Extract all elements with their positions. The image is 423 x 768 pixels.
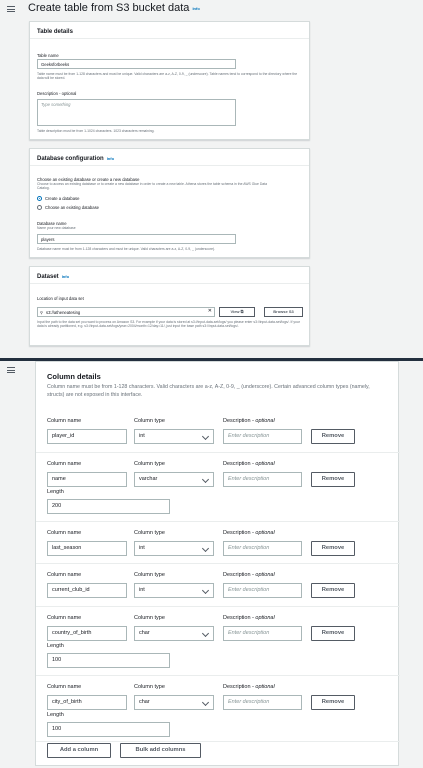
info-link[interactable]: Info <box>192 5 200 11</box>
table-details-card <box>29 21 310 140</box>
optional-text: - optional <box>252 530 275 536</box>
database-name-input[interactable]: players <box>37 234 236 244</box>
column-description-label <box>223 461 275 467</box>
column-type-label: Column type <box>134 530 165 536</box>
description-text: Description <box>223 418 251 424</box>
column-description-input[interactable]: Enter description <box>223 429 302 444</box>
column-description-label <box>223 530 275 536</box>
length-input[interactable]: 200 <box>47 499 170 514</box>
column-description-input[interactable]: Enter description <box>223 541 302 556</box>
remove-column-button[interactable]: Remove <box>311 472 355 487</box>
database-name-label: Database name <box>37 221 67 226</box>
column-name-label: Column name <box>47 572 82 578</box>
description-hint: Table description must be from 1-1024 characters. 1023 characters remaining. <box>37 129 155 133</box>
view-button[interactable]: View ⧉ <box>219 307 255 317</box>
length-label: Length <box>47 489 64 495</box>
column-details-description: Column name must be from 1-128 characters. Valid characters are a-z, A-Z, 0-9, _ (underscore). Certain advanced column types (namely, structs) are not exposed in this interface. <box>47 384 370 398</box>
column-type-select[interactable]: char <box>134 626 214 641</box>
optional-text: - optional <box>252 418 275 424</box>
column-name-label: Column name <box>47 418 82 424</box>
column-type-select[interactable]: varchar <box>134 472 214 487</box>
column-type-select[interactable]: int <box>134 583 214 598</box>
column-row <box>36 453 400 522</box>
column-name-input[interactable]: city_of_birth <box>47 695 127 710</box>
optional-text: - optional <box>252 572 275 578</box>
column-name-label: Column name <box>47 461 82 467</box>
page-title: Create table from S3 bucket data Info <box>28 2 200 14</box>
column-type-label: Column type <box>134 615 165 621</box>
column-description-input[interactable]: Enter description <box>223 472 302 487</box>
database-config-card <box>29 148 310 258</box>
column-name-input[interactable]: player_id <box>47 429 127 444</box>
column-name-input[interactable]: name <box>47 472 127 487</box>
table-name-hint: Table name must be from 1-128 characters and must be unique. Valid characters are a-z, A-Z, 0-9, _ (underscore). Table names tend to correspond to the directory where the data will be stored. <box>37 72 298 81</box>
external-link-icon: ⧉ <box>240 309 244 314</box>
optional-text: - optional <box>252 684 275 690</box>
remove-column-button[interactable]: Remove <box>311 695 355 710</box>
column-details-card <box>35 361 399 766</box>
dataset-card <box>29 266 310 346</box>
add-column-button[interactable]: Add a column <box>47 743 111 758</box>
remove-column-button[interactable]: Remove <box>311 583 355 598</box>
choose-database-hint: Choose to access an existing database or to create a new database in order to create a new table. Athena stores the table schema in the AWS Glue Data Catalog. <box>37 182 268 191</box>
optional-text: - optional <box>252 461 275 467</box>
column-type-select[interactable]: int <box>134 429 214 444</box>
column-row <box>36 564 400 607</box>
choose-database-label: Choose an existing database or create a new database <box>37 177 140 182</box>
menu-icon[interactable] <box>7 367 15 373</box>
table-details-heading: Table details <box>30 22 309 39</box>
clear-icon[interactable]: ✕ <box>207 308 212 314</box>
database-info-link[interactable]: Info <box>106 156 115 161</box>
remove-column-button[interactable]: Remove <box>311 541 355 556</box>
top-panel <box>0 0 423 358</box>
remove-column-button[interactable]: Remove <box>311 626 355 641</box>
radio-create-database[interactable]: Create a database <box>37 196 79 201</box>
column-row <box>36 607 400 676</box>
search-icon: ⚲ <box>40 310 43 315</box>
description-text: Description <box>223 461 251 467</box>
column-type-label: Column type <box>134 461 165 467</box>
column-name-label: Column name <box>47 530 82 536</box>
database-name-sub: Name your new database <box>37 226 76 230</box>
column-type-label: Column type <box>134 572 165 578</box>
length-label: Length <box>47 712 64 718</box>
length-input[interactable]: 100 <box>47 722 170 737</box>
description-text: Description <box>223 615 251 621</box>
location-label: Location of input data set <box>37 296 84 301</box>
column-description-input[interactable]: Enter description <box>223 583 302 598</box>
column-row <box>36 522 400 564</box>
browse-s3-button[interactable]: Browse S3 <box>264 307 303 317</box>
bulk-add-columns-button[interactable]: Bulk add columns <box>120 743 201 758</box>
location-hint: Input the path to the data set you want to process on Amazon S3. For example if your data is stored at s3://input-data-set/logs/ you please enter s3://input-data-set/logs/. If your data is already partitioned, e.g. s3://input-data-set/logs/year=2004/month=12/day=11/, just input the base path s3://input-data-set/logs/. <box>37 320 300 329</box>
menu-icon[interactable] <box>7 6 15 12</box>
length-label: Length <box>47 643 64 649</box>
column-description-label <box>223 615 275 621</box>
length-input[interactable]: 100 <box>47 653 170 668</box>
dataset-info-link[interactable]: Info <box>61 274 70 279</box>
column-description-input[interactable]: Enter description <box>223 695 302 710</box>
column-name-input[interactable]: country_of_birth <box>47 626 127 641</box>
column-description-input[interactable]: Enter description <box>223 626 302 641</box>
column-type-label: Column type <box>134 418 165 424</box>
column-name-input[interactable]: current_club_id <box>47 583 127 598</box>
table-name-input[interactable]: Geeksforbeeks <box>37 59 236 69</box>
database-config-heading: Database configuration Info <box>30 149 309 166</box>
description-textarea[interactable]: Type something <box>37 99 236 126</box>
column-type-label: Column type <box>134 684 165 690</box>
description-text: Description <box>223 684 251 690</box>
radio-existing-database[interactable]: Choose an existing database <box>37 205 99 210</box>
column-description-label <box>223 684 275 690</box>
radio-selected-icon <box>37 196 42 201</box>
description-text: Description <box>223 572 251 578</box>
location-input[interactable]: ⚲ s3://atheneatesing ✕ <box>37 307 215 317</box>
column-description-label <box>223 418 275 424</box>
radio-unselected-icon <box>37 205 42 210</box>
description-label: Description - optional <box>37 91 77 96</box>
bottom-panel <box>0 361 423 768</box>
description-text: Description <box>223 530 251 536</box>
column-description-label <box>223 572 275 578</box>
optional-text: - optional <box>252 615 275 621</box>
dataset-heading: Dataset Info <box>30 267 309 284</box>
column-name-label: Column name <box>47 684 82 690</box>
column-row <box>36 410 400 453</box>
column-details-heading: Column details <box>47 372 101 381</box>
database-name-hint: Database name must be from 1-128 characters and must be unique. Valid characters are a-z, A-Z, 0-9, _ (underscore). <box>37 247 216 251</box>
column-name-input[interactable]: last_season <box>47 541 127 556</box>
column-type-select[interactable]: char <box>134 695 214 710</box>
remove-column-button[interactable]: Remove <box>311 429 355 444</box>
column-name-label: Column name <box>47 615 82 621</box>
table-name-label: Table name <box>37 53 59 58</box>
column-type-select[interactable]: int <box>134 541 214 556</box>
column-row <box>36 676 400 742</box>
